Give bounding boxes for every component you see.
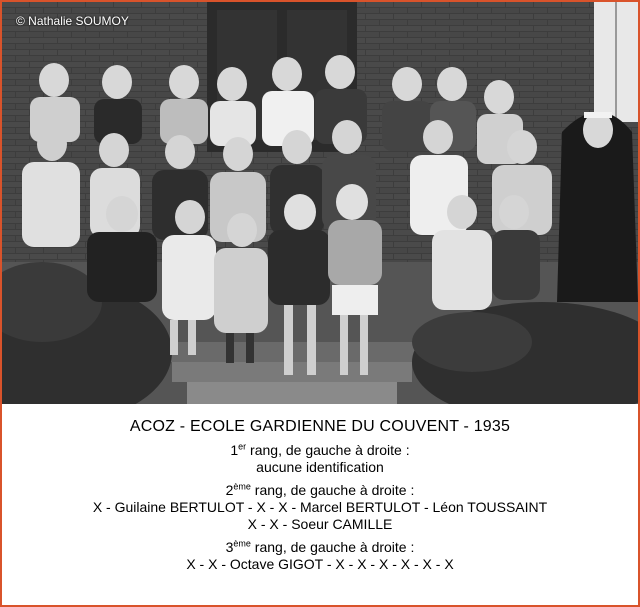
copyright-label: © Nathalie SOUMOY xyxy=(16,14,129,28)
row1-ordinal: 1 xyxy=(230,442,239,458)
row3-ordinal-suffix: ème xyxy=(233,538,251,549)
row2-ordinal-suffix: ème xyxy=(233,481,251,492)
row3-heading xyxy=(2,539,638,556)
row2-ordinal: 2 xyxy=(225,482,234,498)
row2-block xyxy=(2,482,638,533)
row1-ordinal-suffix: er xyxy=(238,441,247,452)
row3-heading-text: rang, de gauche à droite : xyxy=(250,539,415,555)
caption-title: ACOZ - ECOLE GARDIENNE DU COUVENT - 1935 xyxy=(129,418,511,435)
row3-block xyxy=(2,539,638,573)
row1-heading xyxy=(2,442,638,459)
row2-heading xyxy=(2,482,638,499)
row1-names: aucune identification xyxy=(256,459,384,475)
class-photo-image xyxy=(2,2,638,404)
class-photo xyxy=(2,2,638,404)
row2-names-line2: X - X - Soeur CAMILLE xyxy=(247,516,393,532)
row1-block xyxy=(2,442,638,476)
row2-names-line1: X - Guilaine BERTULOT - X - X - Marcel BERTULOT - Léon TOUSSAINT xyxy=(92,499,548,515)
row2-heading-text: rang, de gauche à droite : xyxy=(250,482,415,498)
row1-heading-text: rang, de gauche à droite : xyxy=(246,442,410,458)
row3-ordinal: 3 xyxy=(225,539,234,555)
row3-names: X - X - Octave GIGOT - X - X - X - X - X - X xyxy=(186,556,454,572)
photo-caption xyxy=(2,404,638,605)
